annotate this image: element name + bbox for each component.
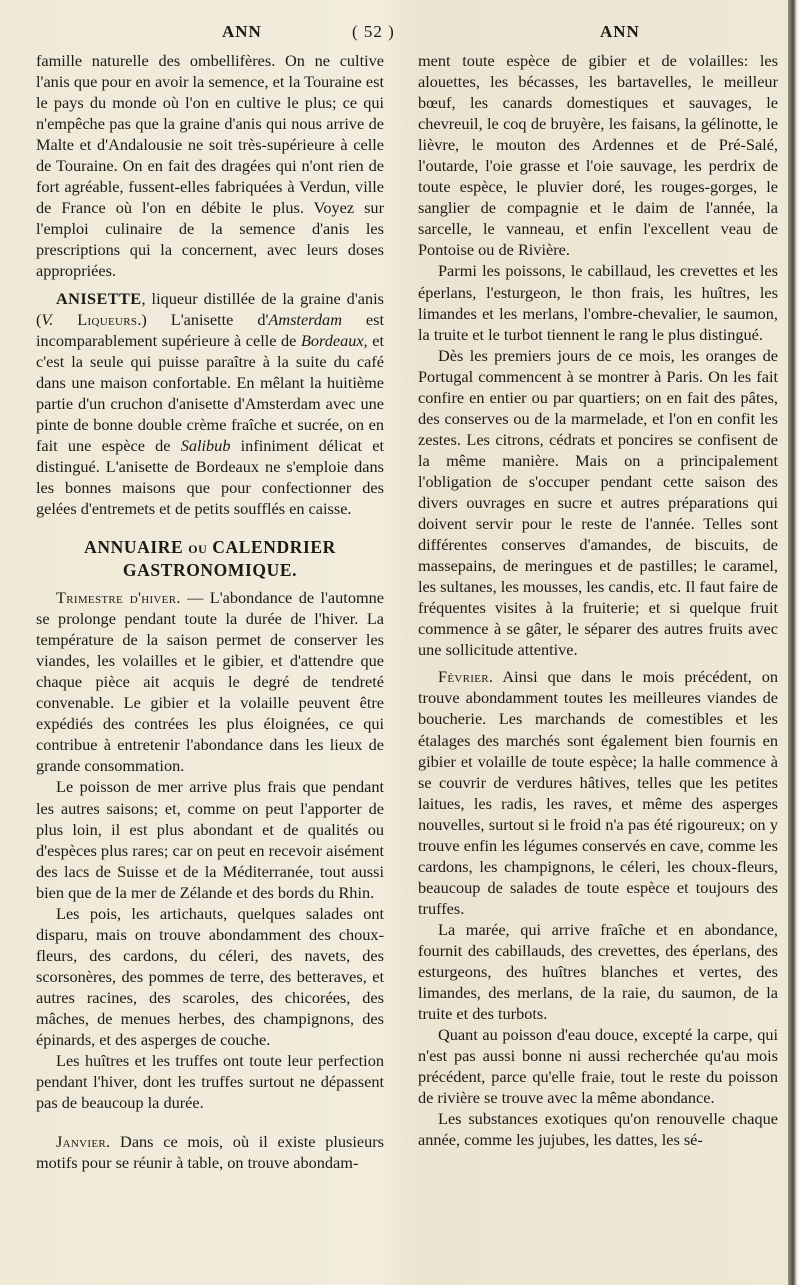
section-heading-annuaire: ANNUAIRE OU CALENDRIER GASTRONOMIQUE. bbox=[84, 537, 336, 581]
header-right-word: ANN bbox=[600, 22, 640, 41]
running-header bbox=[0, 22, 790, 46]
label-janvier: Janvier. bbox=[56, 1132, 111, 1152]
paragraph-anis-continued: famille naturelle des ombellifères. On ne cultive l'anis que pour en avoir la semence, et la Touraine est le pays du monde où l'on en cultive le plus; ce qui n'empêche pas que la graine d'anis qui nous arrive de Malte et d'Andalousie ne soit très-supérieure à celle de Touraine. On en fait des dragées qui n'ont rien de fort agréable, fussent-elles fabriquées à Verdun, ville de France où l'on en débite le plus. Voyez sur l'emploi culinaire de la semence d'anis les prescriptions qui la concernent, avec leurs doses appropriées. bbox=[36, 51, 384, 281]
cross-reference-liqueurs: Liqueurs bbox=[77, 309, 138, 329]
paragraph-legumes: Les pois, les artichauts, quelques salades ont disparu, mais on trouve abondamment des choux-fleurs, des cardons, du céleri, des navets, des scorsonères, des pommes de terre, des betteraves, et autres racines, des scaroles, des chicorées, des mâches, de menues herbes, des champignons, des épinards, et des asperges de couche. bbox=[36, 903, 384, 1050]
label-fevrier: Février. bbox=[438, 667, 494, 687]
paragraph-huitres-truffes: Les huîtres et les truffes ont toute leur perfection pendant l'hiver, dont les truffes surtout ne dépassent pas de beaucoup la durée. bbox=[36, 1051, 384, 1113]
header-left-word: ANN bbox=[222, 22, 262, 41]
paragraph-exotiques: Les substances exotiques qu'on renouvelle chaque année, comme les jujubes, les dattes, les sé- bbox=[418, 1109, 778, 1150]
page-number: ( 52 ) bbox=[352, 22, 395, 41]
paragraph-poisson-de-mer: Le poisson de mer arrive plus frais que pendant les autres saisons; et, comme on peut l'apporter de plus loin, il est plus abondant et de qualités ou d'espèces plus rares; car on peut en recevoir aisément des lacs de Suisse et de la Méditerranée, tout aussi bien que de la mer de Zélande et des bords du Rhin. bbox=[36, 777, 384, 902]
paragraph-fevrier: Février. Ainsi que dans le mois précédent, on trouve abondamment toutes les meilleures viandes de boucherie. Les marchands de comestibles et les étalages des marchés sont également bien fournis en gibier et volaille de toute espèce; la halle commence à se couvrir de verdures hâtives, telles que les petites laitues, les radis, les raves, et même des asperges nouvelles, surtout si le froid n'a pas été rigoureux; on y trouve enfin les légumes conservés en cave, comme les cardons, les champignons, le céleri, les choux-fleurs, beaucoup de salades de toute espèce et toujours des truffes. bbox=[418, 667, 778, 918]
paragraph-eau-douce: Quant au poisson d'eau douce, excepté la carpe, qui n'est pas aussi bonne ni aussi recherchée qu'au mois précédent, parce qu'elle fraie, tout le reste du poisson de rivière se trouve avec la même abondance. bbox=[418, 1025, 778, 1108]
page-binding-edge bbox=[788, 0, 801, 1285]
left-column bbox=[36, 50, 384, 1173]
paragraph-maree: La marée, qui arrive fraîche et en abondance, fournit des cabillauds, des crevettes, des éperlans, des esturgeons, des huîtres blanches et vertes, des limandes, des merlans, de la raie, du saumon, de la truite et des turbots. bbox=[418, 919, 778, 1024]
paragraph-oranges: Dès les premiers jours de ce mois, les oranges de Portugal commencent à se montrer à Paris. On les fait confire en entier ou par quartiers; on en fait des pâtes, des conserves ou de la marmelade, et l'on en confit les zestes. Les citrons, cédrats et poncires se confisent de la même manière. Mais on a principalement l'obligation de s'occuper pendant cette saison des divers ouvrages en sucre et autres préparations qui doivent servir pour le reste de l'année. Telles sont différentes conserves d'amandes, de biscuits, de massepains, de meringues et de pastilles; le caramel, les sultanes, les mousses, les candis, etc. Il faut faire de fréquentes visites à la fruiterie; et si quelque fruit commence à se gâter, le séparer des autres fruits avec une sollicitude attentive. bbox=[418, 345, 778, 660]
paragraph-janvier-poissons: Parmi les poissons, le cabillaud, les crevettes et les éperlans, l'esturgeon, le thon frais, les huîtres, les limandes et les merlans, l'ombre-chevalier, le saumon, la truite et le turbot tiennent le rang le plus distingué. bbox=[418, 261, 778, 344]
label-trimestre: Trimestre d'hiver. bbox=[56, 588, 181, 608]
paragraph-trimestre-hiver: Trimestre d'hiver. — L'abondance de l'automne se prolonge pendant toute la durée de l'hiver. La température de la saison permet de conserver les viandes, les volailles et le gibier, et d'attendre que chaque pièce ait acquis le degré de tendreté convenable. Le gibier et la volaille peuvent être expédiés des contrées les plus éloignées, ce qui contribue à entretenir l'abondance dans les lieux de grande consommation. bbox=[36, 588, 384, 776]
right-column bbox=[418, 50, 778, 1150]
entry-anisette: ANISETTE, liqueur distillée de la graine d'anis (V. Liqueurs.) L'anisette d'Amsterdam est incomparablement supérieure à celle de Bordeaux, et c'est la seule qui puisse paraître à la suite du café dans une maison confortable. En mêlant la huitième partie d'un cruchon d'anisette d'Amsterdam avec une pinte de bonne double crème fraîche et sucrée, on en fait une espèce de Salibub infiniment délicat et distingué. L'anisette de Bordeaux ne s'emploie dans les bonnes maisons que pour confectionner des gelées d'entremets et de petits soufflés en caisse. bbox=[36, 288, 384, 518]
paragraph-janvier: Janvier. Dans ce mois, où il existe plusieurs motifs pour se réunir à table, on trouve abondam- bbox=[36, 1132, 384, 1173]
paragraph-janvier-gibier: ment toute espèce de gibier et de volailles: les alouettes, les bécasses, les bartavelles, le meilleur bœuf, les canards domestiques et sauvages, le chevreuil, le coq de bruyère, les faisans, la gélinotte, le lièvre, le mouton des Ardennes et de Pré-Salé, l'outarde, l'oie grasse et l'oie sauvage, les perdrix de toute espèce, le pluvier doré, les rouges-gorges, le sanglier de compagnie et le daim de l'année, la sarcelle, le vanneau, et enfin l'excellent veau de Pontoise ou de Rivière. bbox=[418, 51, 778, 260]
entry-term-anisette: ANISETTE bbox=[56, 288, 142, 308]
